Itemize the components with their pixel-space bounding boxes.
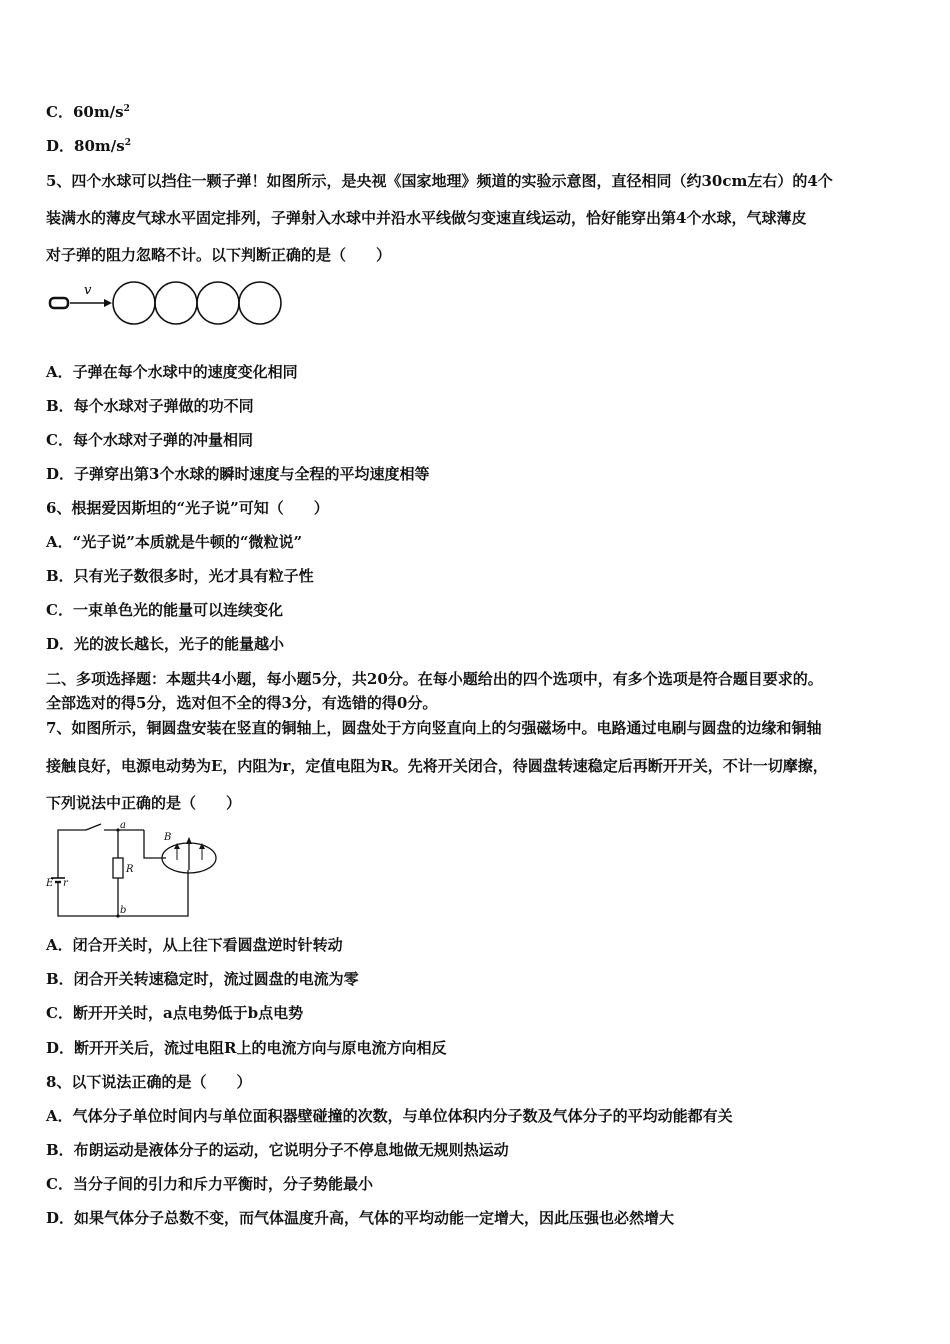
water-ball-4 — [239, 282, 281, 324]
water-balls-figure — [46, 278, 286, 328]
q8-option-d: D．如果气体分子总数不变，而气体温度升高，气体的平均动能一定增大，因此压强也必然增大 — [46, 1209, 675, 1227]
q7-option-c: C．断开开关时，a点电势低于b点电势 — [46, 1004, 304, 1022]
q8-stem: 8、以下说法正确的是（ ） — [46, 1073, 252, 1091]
q6-option-d: D．光的波长越长，光子的能量越小 — [46, 635, 285, 653]
water-ball-2 — [155, 282, 197, 324]
label-r: r — [63, 878, 68, 889]
q8-option-a: A．气体分子单位时间内与单位面积器壁碰撞的次数，与单位体积内分子数及气体分子的平均动能都有关 — [46, 1107, 733, 1125]
q8-option-b: B．布朗运动是液体分子的运动，它说明分子不停息地做无规则热运动 — [46, 1141, 509, 1159]
circuit-figure — [46, 820, 226, 922]
bullet-icon — [50, 298, 68, 308]
velocity-arrowhead — [104, 299, 112, 307]
q7-stem-2: 接触良好，电源电动势为E，内阻为r，定值电阻为R。先将开关闭合，待圆盘转速稳定后再断开开关，不计一切摩擦， — [46, 757, 828, 775]
q7-option-a: A．闭合开关时，从上往下看圆盘逆时针转动 — [46, 936, 343, 954]
q7-stem-1: 7、如图所示，铜圆盘安装在竖直的铜轴上，圆盘处于方向竖直向上的匀强磁场中。电路通过电刷与圆盘的边缘和铜轴 — [46, 719, 822, 737]
q6-option-a: A．“光子说”本质就是牛顿的“微粒说” — [46, 533, 303, 551]
water-ball-3 — [197, 282, 239, 324]
water-ball-1 — [113, 282, 155, 324]
q6-option-b: B．只有光子数很多时，光才具有粒子性 — [46, 567, 314, 585]
q5-option-b: B．每个水球对子弹做的功不同 — [46, 397, 254, 415]
line-c-prev: C．$60m/s^2$ — [46, 103, 130, 121]
q5-option-c: C．每个水球对子弹的冲量相同 — [46, 431, 253, 449]
label-B: B — [164, 832, 172, 843]
q5-stem-2: 装满水的薄皮气球水平固定排列，子弹射入水球中并沿水平线做匀变速直线运动，恰好能穿出第4个水球，气球薄皮 — [46, 209, 807, 227]
q5-option-d: D．子弹穿出第3个水球的瞬时速度与全程的平均速度相等 — [46, 465, 430, 483]
q7-option-d: D．断开开关后，流过电阻R上的电流方向与原电流方向相反 — [46, 1039, 447, 1057]
section2-heading-1: 二、多项选择题：本题共4小题，每小题5分，共20分。在每小题给出的四个选项中，有多个选项是符合题目要求的。 — [46, 670, 823, 688]
q5-option-a: A．子弹在每个水球中的速度变化相同 — [46, 363, 298, 381]
q5-stem-1: 5、四个水球可以挡住一颗子弹！如图所示，是央视《国家地理》频道的实验示意图，直径相同（约30cm左右）的4个 — [46, 172, 833, 190]
label-a: a — [120, 820, 126, 831]
label-b: b — [120, 905, 127, 916]
q6-option-c: C．一束单色光的能量可以连续变化 — [46, 601, 283, 619]
section2-heading-2: 全部选对的得5分，选对但不全的得3分，有选错的得0分。 — [46, 694, 438, 712]
q7-stem-3: 下列说法中正确的是（ ） — [46, 794, 242, 812]
velocity-label: v — [84, 283, 92, 298]
line-d-prev: D．$80m/s^2$ — [46, 137, 131, 155]
q5-stem-3: 对子弹的阻力忽略不计。以下判断正确的是（ ） — [46, 246, 392, 264]
label-E: E — [46, 878, 54, 889]
q6-stem: 6、根据爱因斯坦的“光子说”可知（ ） — [46, 499, 329, 517]
q7-option-b: B．闭合开关转速稳定时，流过圆盘的电流为零 — [46, 970, 359, 988]
q8-option-c: C．当分子间的引力和斥力平衡时，分子势能最小 — [46, 1175, 373, 1193]
label-R: R — [126, 864, 134, 875]
